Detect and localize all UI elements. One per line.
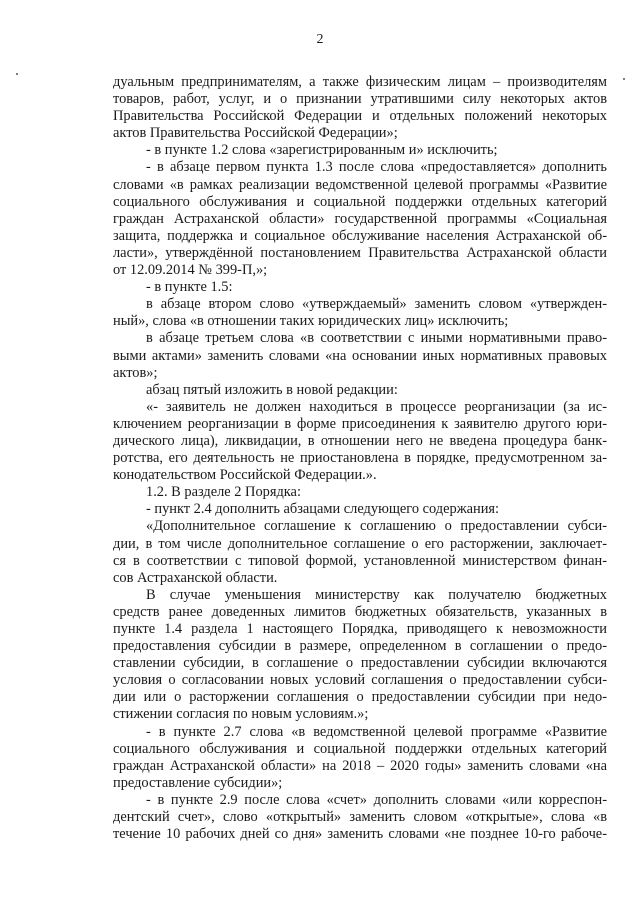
- text-line: сов Астраханской области.: [113, 569, 278, 586]
- text-line: предоставление субсидии»;: [113, 774, 283, 791]
- text-line: «- заявитель не должен находиться в процессе реорганизации (за ис-: [146, 398, 607, 415]
- scan-speck: [16, 73, 18, 75]
- text-line: 1.2. В разделе 2 Порядка:: [146, 484, 301, 501]
- text-line: дии, в том числе дополнительное соглашение о его расторжении, заключает-: [113, 535, 607, 552]
- text-line: социального обслуживания и социальной поддержки отдельных категорий: [113, 740, 607, 757]
- text-line: ласти», утверждённой постановлением Правительства Астраханской области: [113, 244, 607, 261]
- text-line: ключением реорганизации в форме присоединения к заявителю другого юри-: [113, 415, 607, 432]
- text-line: дии или о расторжении соглашения о предоставлении субсидии при недо-: [113, 689, 607, 706]
- text-line: актов»;: [113, 364, 158, 381]
- text-line: товаров, работ, услуг, и о признании утратившими силу некоторых актов: [113, 91, 607, 108]
- text-line: ротства, его деятельность не приостановлена в порядке, предусмотренном за-: [113, 450, 607, 467]
- text-line: ный», слова «в отношении таких юридических лиц» исключить;: [113, 313, 509, 330]
- text-line: Правительства Российской Федерации и отдельных положений некоторых: [113, 108, 607, 125]
- text-line: - пункт 2.4 дополнить абзацами следующего содержания:: [146, 501, 500, 518]
- text-line: в абзаце втором слово «утверждаемый» заменить словом «утвержден-: [146, 296, 607, 313]
- text-line: конодательством Российской Федерации.».: [113, 467, 377, 484]
- text-line: защита, поддержка и социальное обслуживание населения Астраханской об-: [113, 227, 607, 244]
- text-line: выми актами» заменить словами «на основании иных нормативных правовых: [113, 347, 607, 364]
- text-line: средств ранее доведенных лимитов бюджетных обязательств, указанных в: [113, 603, 607, 620]
- text-line: - в пункте 2.7 слова «в ведомственной целевой программе «Развитие: [146, 723, 607, 740]
- text-line: ставлении субсидии, в соглашение о предоставлении субсидии включаются: [113, 655, 607, 672]
- text-line: предоставления субсидии в размере, определенном в соглашении о предо-: [113, 638, 607, 655]
- text-line: от 12.09.2014 № 399-П,»;: [113, 262, 268, 279]
- page-number: 2: [316, 32, 324, 47]
- text-line: в абзаце третьем слова «в соответствии с иными нормативными право-: [146, 330, 607, 347]
- text-line: ся в соответствии с типовой формой, установленной министерством финан-: [113, 552, 607, 569]
- text-line: граждан Астраханской области» государственной программы «Социальная: [113, 210, 607, 227]
- scan-speck: [623, 78, 625, 80]
- text-line: граждан Астраханской области» на 2018 – 2020 годы» заменить словами «на: [113, 757, 607, 774]
- text-line: течение 10 рабочих дней со дня» заменить словами «не позднее 10-го рабоче-: [113, 826, 607, 843]
- text-line: - в абзаце первом пункта 1.3 после слова «предоставляется» дополнить: [146, 159, 607, 176]
- text-line: «Дополнительное соглашение к соглашению о предоставлении субси-: [146, 518, 607, 535]
- text-line: - в пункте 1.5:: [146, 279, 233, 296]
- text-line: дического лица), ликвидации, в отношении него не введена процедура банк-: [113, 432, 607, 449]
- text-line: дентский счет», слово «открытый» заменить словом «открытые», слова «в: [113, 809, 607, 826]
- text-line: дуальным предпринимателям, а также физическим лицам – производителям: [113, 74, 607, 90]
- text-line: - в пункте 2.9 после слова «счет» дополнить словами «или корреспон-: [146, 791, 607, 808]
- text-line: - в пункте 1.2 слова «зарегистрированным и» исключить;: [146, 142, 498, 159]
- text-line: словами «в рамках реализации ведомственной целевой программы «Развитие: [113, 176, 607, 193]
- text-line: социального обслуживания и социальной поддержки отдельных категорий: [113, 193, 607, 210]
- text-line: абзац пятый изложить в новой редакции:: [146, 381, 398, 398]
- text-line: стижении согласия по новым условиям.»;: [113, 706, 369, 723]
- text-line: пункте 1.4 раздела 1 настоящего Порядка, приводящего к невозможности: [113, 621, 607, 637]
- document-body: [113, 74, 607, 843]
- text-line: актов Правительства Российской Федерации»;: [113, 125, 398, 142]
- text-line: условия о согласовании новых условий соглашения о предоставлении субси-: [113, 672, 607, 689]
- text-line: В случае уменьшения министерству как получателю бюджетных: [146, 586, 607, 603]
